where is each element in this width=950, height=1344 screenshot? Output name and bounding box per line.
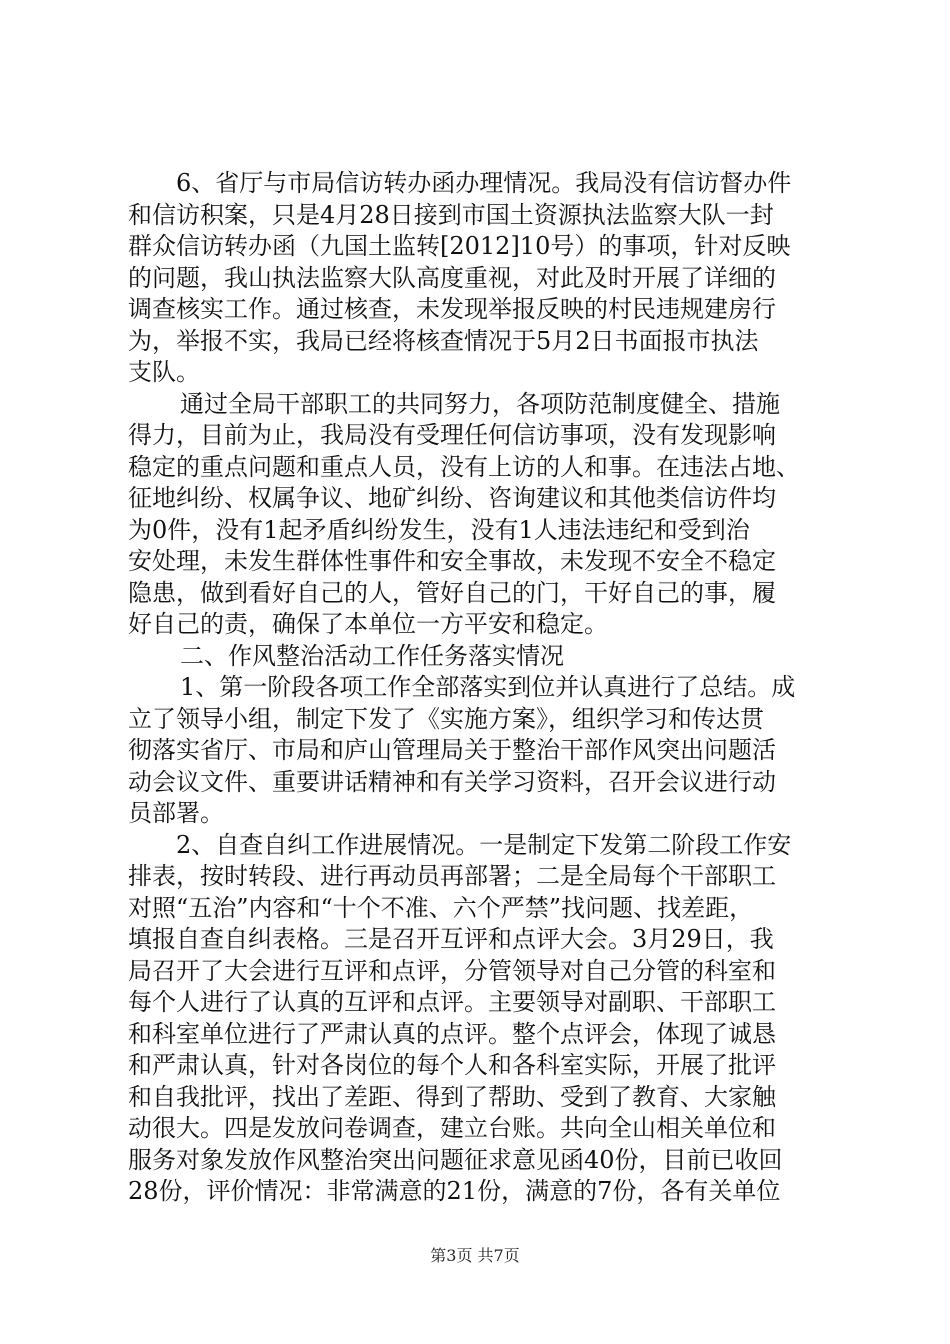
section-heading: 二、作风整治活动工作任务落实情况 xyxy=(180,641,564,670)
paragraph-line: 得力，目前为止，我局没有受理任何信访事项，没有发现影响 xyxy=(128,421,776,449)
paragraph-line: 和科室单位进行了严肃认真的点评。整个点评会，体现了诚恳 xyxy=(128,1019,776,1048)
paragraph-line: 填报自查自纠表格。三是召开互评和点评大会。3月29日，我 xyxy=(128,925,774,953)
paragraph-line: 为0件，没有1起矛盾纠纷发生，没有1人违法违纪和受到治 xyxy=(128,515,750,544)
page-number-footer: 第3页 共7页 xyxy=(430,1246,520,1265)
paragraph-line: 和信访积案，只是4月28日接到市国土资源执法监察大队一封 xyxy=(128,200,774,229)
paragraph-line: 彻落实省厅、市局和庐山管理局关于整治干部作风突出问题活 xyxy=(128,736,776,764)
paragraph-line: 支队。 xyxy=(128,358,200,386)
paragraph-line: 局召开了大会进行互评和点评，分管领导对自己分管的科室和 xyxy=(128,956,776,985)
paragraph-line: 好自己的责，确保了本单位一方平安和稳定。 xyxy=(128,610,608,638)
paragraph-line: 征地纠纷、权属争议、地矿纠纷、咨询建议和其他类信访件均 xyxy=(128,484,776,512)
paragraph-line: 28份，评价情况：非常满意的21份，满意的7份，各有关单位 xyxy=(128,1177,781,1205)
paragraph-line: 2、自查自纠工作进展情况。一是制定下发第二阶段工作安 xyxy=(176,830,792,859)
paragraph-line: 排表，按时转段、进行再动员再部署；二是全局每个干部职工 xyxy=(128,862,776,890)
paragraph-line: 6、省厅与市局信访转办函办理情况。我局没有信访督办件 xyxy=(176,169,792,197)
paragraph-line: 调查核实工作。通过核查，未发现举报反映的村民违规建房行 xyxy=(128,295,776,323)
paragraph-line: 群众信访转办函（九国土监转[2012]10号）的事项，针对反映 xyxy=(128,232,791,260)
paragraph-line: 每个人进行了认真的互评和点评。主要领导对副职、干部职工 xyxy=(128,988,776,1016)
paragraph-line: 为，举报不实，我局已经将核查情况于5月2日书面报市执法 xyxy=(128,326,759,355)
paragraph-line: 对照“五治”内容和“十个不准、六个严禁”找问题、找差距， xyxy=(128,893,754,922)
paragraph-line: 和严肃认真，针对各岗位的每个人和各科室实际，开展了批评 xyxy=(128,1051,776,1079)
paragraph-line: 动很大。四是发放问卷调查，建立台账。共向全山相关单位和 xyxy=(128,1114,776,1142)
paragraph-line: 的问题，我山执法监察大队高度重视，对此及时开展了详细的 xyxy=(128,263,776,292)
paragraph-line: 安处理，未发生群体性事件和安全事故，未发现不安全不稳定 xyxy=(128,547,776,575)
paragraph-line: 动会议文件、重要讲话精神和有关学习资料，召开会议进行动 xyxy=(128,767,776,796)
paragraph-line: 服务对象发放作风整治突出问题征求意见函40份，目前已收回 xyxy=(128,1145,783,1174)
paragraph-line: 1、第一阶段各项工作全部落实到位并认真进行了总结。成 xyxy=(180,673,796,701)
paragraph-line: 隐患，做到看好自己的人，管好自己的门，干好自己的事，履 xyxy=(128,578,776,607)
paragraph-line: 员部署。 xyxy=(128,799,224,827)
paragraph-line: 通过全局干部职工的共同努力，各项防范制度健全、措施 xyxy=(180,389,780,418)
paragraph-line: 和自我批评，找出了差距、得到了帮助、受到了教育、大家触 xyxy=(128,1082,776,1111)
paragraph-line: 立了领导小组，制定下发了《实施方案》，组织学习和传达贯 xyxy=(128,704,764,733)
paragraph-line: 稳定的重点问题和重点人员，没有上访的人和事。在违法占地、 xyxy=(128,452,800,481)
